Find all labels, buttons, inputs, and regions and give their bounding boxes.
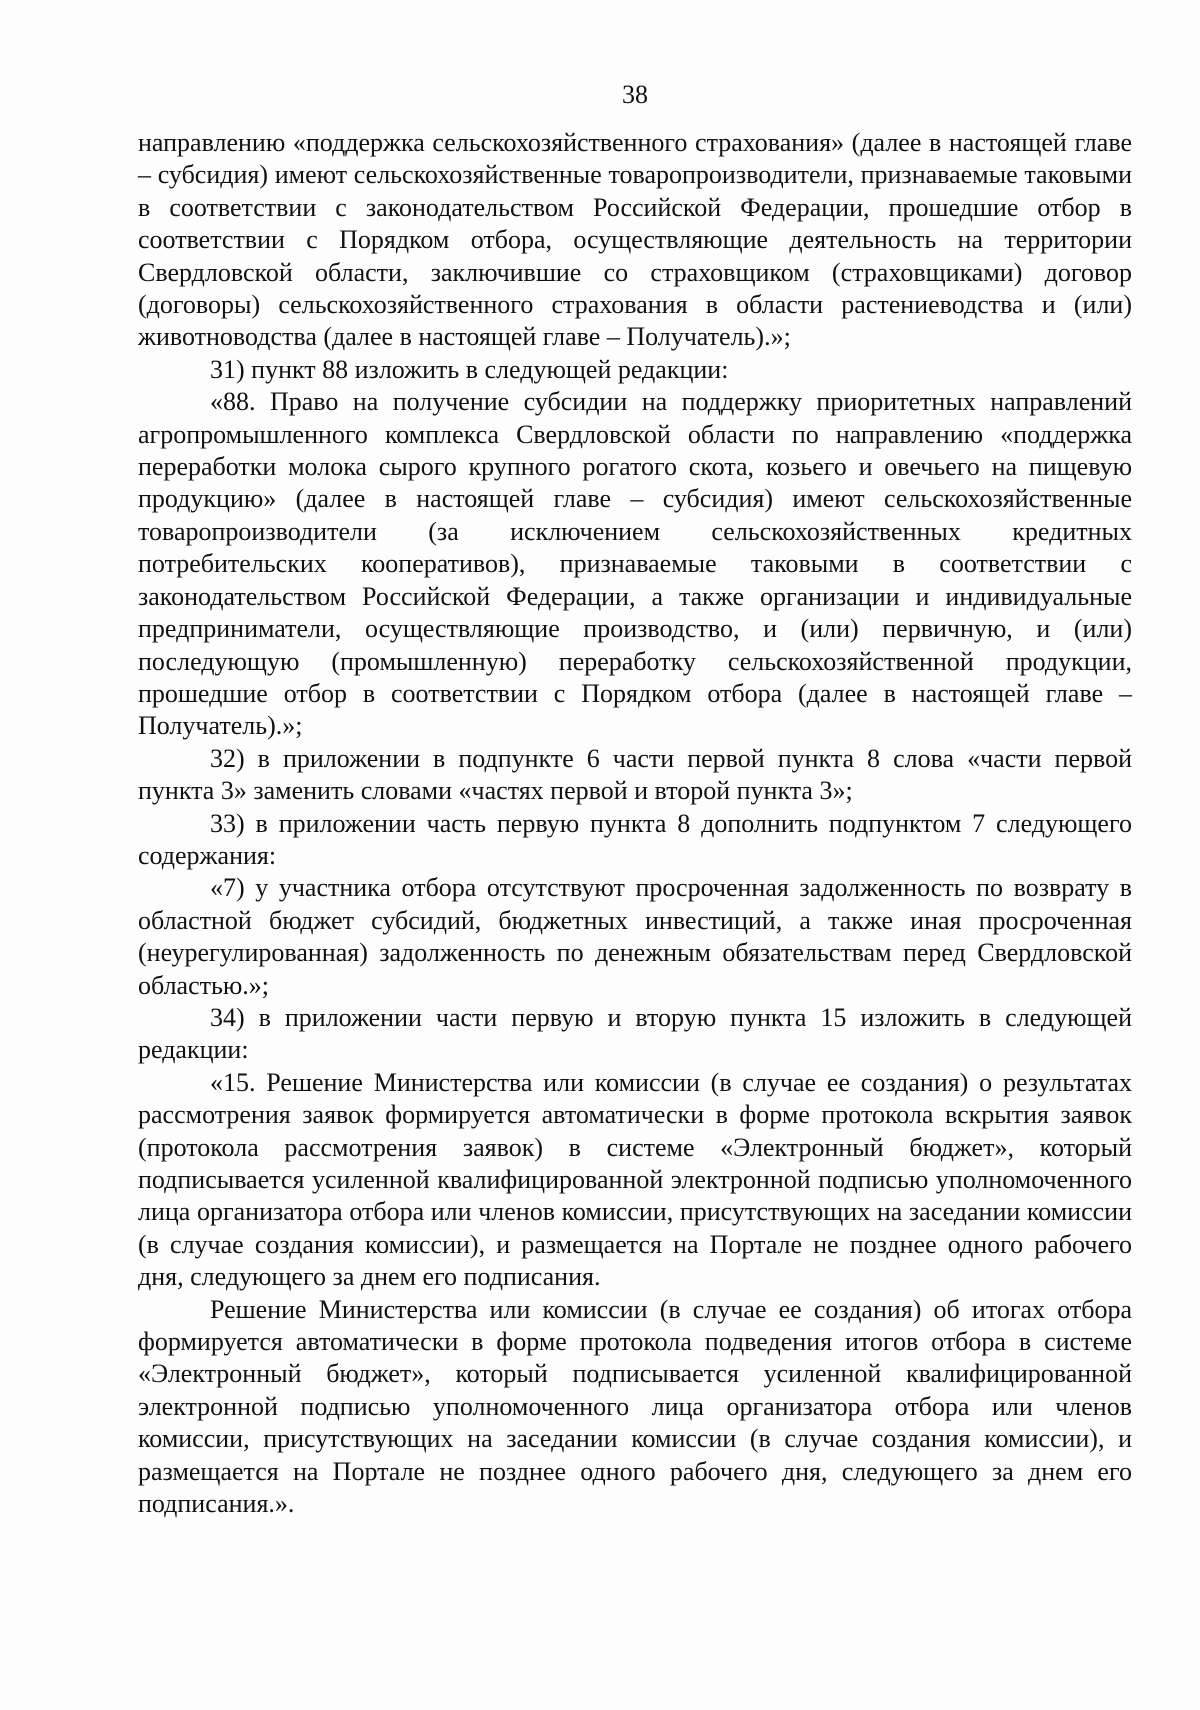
paragraph-item-34: 34) в приложении части первую и вторую пункта 15 изложить в следующей редакции: <box>138 1002 1132 1065</box>
page-number: 38 <box>622 80 648 109</box>
paragraph-subitem-7: «7) у участника отбора отсутствуют просроченная задолженность по возврату в областной бюджет субсидий, бюджетных инвестиций, а также иная просроченная (неурегулированная) задолженность по денежным обязательствам перед Свердловской областью.»; <box>138 873 1132 1000</box>
paragraph-point-15: «15. Решение Министерства или комиссии (в случае ее создания) о результатах рассмотрения заявок формируется автоматически в форме протокола вскрытия заявок (протокола рассмотрения заявок) в системе «Электронный бюджет», который подписывается усиленной квалифицированной электронной подписью уполномоченного лица организатора отбора или членов комиссии, присутствующих на заседании комиссии (в случае создания комиссии), и размещается на Портале не позднее одного рабочего дня, следующего за днем его подписания. <box>138 1067 1132 1292</box>
document-body <box>138 127 1132 1520</box>
paragraph-continuation: направлению «поддержка сельскохозяйственного страхования» (далее в настоящей главе – субсидия) имеют сельскохозяйственные товаропроизводители, признаваемые таковыми в соответствии с законодательством Российской Федерации, прошедшие отбор в соответствии с Порядком отбора, осуществляющие деятельность на территории Свердловской области, заключившие со страховщиком (страховщиками) договор (договоры) сельскохозяйственного страхования в области растениеводства и (или) животноводства (далее в настоящей главе – Получатель).»; <box>138 128 1132 352</box>
paragraph-item-33: 33) в приложении часть первую пункта 8 дополнить подпунктом 7 следующего содержания: <box>138 808 1132 870</box>
paragraph-item-31: 31) пункт 88 изложить в следующей редакции: <box>210 354 729 384</box>
paragraph-item-32: 32) в приложении в подпункте 6 части первой пункта 8 слова «части первой пункта 3» заменить словами «частях первой и второй пункта 3»; <box>138 743 1132 806</box>
paragraph-decision-results: Решение Министерства или комиссии (в случае ее создания) об итогах отбора формируется автоматически в форме протокола подведения итогов отбора в системе «Электронный бюджет», который подписывается усиленной квалифицированной электронной подписью уполномоченного лица организатора отбора или членов комиссии, присутствующих на заседании комиссии (в случае создания комиссии), и размещается на Портале не позднее одного рабочего дня, следующего за днем его подписания.». <box>138 1294 1132 1519</box>
paragraph-point-88: «88. Право на получение субсидии на поддержку приоритетных направлений агропромышленного комплекса Свердловской области по направлению «поддержка переработки молока сырого крупного рогатого скота, козьего и овечьего на пищевую продукцию» (далее в настоящей главе – субсидия) имеют сельскохозяйственные товаропроизводители (за исключением сельскохозяйственных кредитных потребительских кооперативов), признаваемые таковыми в соответствии с законодательством Российской Федерации, а также организации и индивидуальные предприниматели, осуществляющие производство, и (или) первичную, и (или) последующую (промышленную) переработку сельскохозяйственной продукции, прошедшие отбор в соответствии с Порядком отбора (далее в настоящей главе – Получатель).»; <box>138 387 1132 741</box>
